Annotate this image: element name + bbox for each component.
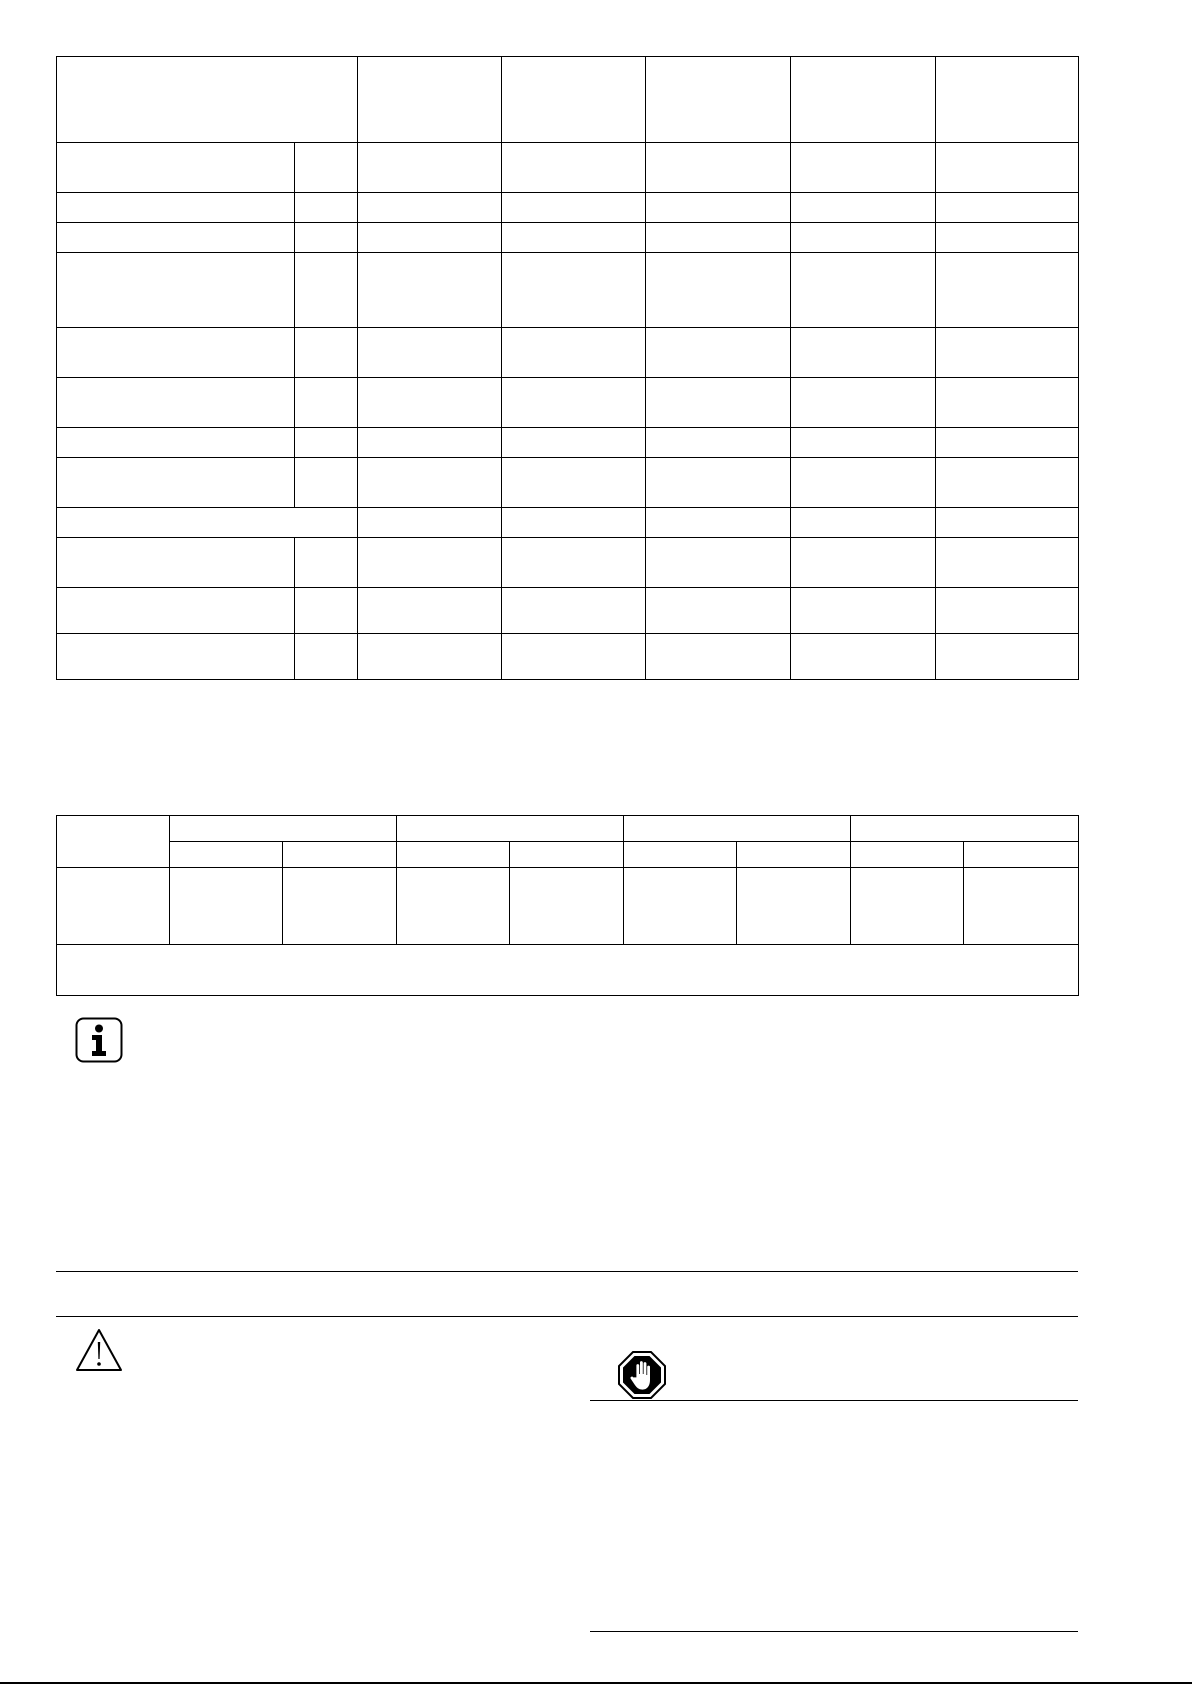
unit-cell [295, 378, 358, 428]
sub-header-cell [510, 842, 624, 868]
comparison-table [56, 815, 1079, 996]
unit-cell [295, 428, 358, 458]
table-cell [502, 588, 646, 634]
table-cell [502, 428, 646, 458]
table-cell [502, 508, 646, 538]
table-cell [791, 378, 936, 428]
header-cell [646, 57, 791, 143]
table-cell [936, 458, 1079, 508]
table-cell [358, 634, 502, 680]
table-row [57, 458, 1079, 508]
table-cell [964, 868, 1079, 945]
sub-header-cell [737, 842, 851, 868]
table-cell [57, 143, 295, 193]
table-cell [936, 328, 1079, 378]
table-cell [358, 223, 502, 253]
info-icon [75, 1017, 123, 1063]
header-cell [502, 57, 646, 143]
table-row [57, 253, 1079, 328]
table-cell [502, 378, 646, 428]
table-cell [358, 458, 502, 508]
row-header-cell [57, 816, 170, 868]
group-header-cell [624, 816, 851, 842]
table-row [57, 588, 1079, 634]
table-cell [358, 508, 502, 538]
sub-header-cell [851, 842, 964, 868]
table-header-row [57, 57, 1079, 143]
table-cell [502, 223, 646, 253]
unit-cell [295, 458, 358, 508]
table-cell [57, 634, 295, 680]
table-footnote-row [57, 945, 1079, 996]
table-cell [397, 868, 510, 945]
unit-cell [295, 143, 358, 193]
table-cell [358, 328, 502, 378]
group-header-cell [397, 816, 624, 842]
table-cell [646, 458, 791, 508]
specification-table [56, 56, 1079, 680]
table-row [57, 328, 1079, 378]
table-row [57, 428, 1079, 458]
table-cell [936, 538, 1079, 588]
section-divider [56, 1271, 1078, 1272]
page-bottom-rule [0, 1682, 1192, 1684]
table-cell [791, 328, 936, 378]
table-cell [646, 508, 791, 538]
unit-cell [295, 193, 358, 223]
table-cell [646, 143, 791, 193]
table-cell [646, 428, 791, 458]
table-cell [358, 253, 502, 328]
table-cell [791, 634, 936, 680]
table-cell [57, 223, 295, 253]
table-cell [791, 223, 936, 253]
header-cell [791, 57, 936, 143]
sub-header-cell [964, 842, 1079, 868]
unit-cell [295, 588, 358, 634]
table-cell [936, 428, 1079, 458]
table-cell [358, 588, 502, 634]
table-cell [791, 193, 936, 223]
table-row [57, 193, 1079, 223]
table-cell [57, 328, 295, 378]
table-cell [936, 253, 1079, 328]
section-divider [590, 1631, 1078, 1632]
table-cell [57, 193, 295, 223]
table-row [57, 223, 1079, 253]
table-cell [646, 253, 791, 328]
table-row [57, 538, 1079, 588]
section-divider [56, 1316, 1078, 1317]
table-cell [791, 588, 936, 634]
table-row [57, 143, 1079, 193]
header-cell [57, 57, 358, 143]
table-cell [936, 588, 1079, 634]
table-cell [791, 458, 936, 508]
table-cell [57, 458, 295, 508]
table-cell [646, 634, 791, 680]
table-cell [851, 868, 964, 945]
table-cell [502, 143, 646, 193]
table-cell [57, 588, 295, 634]
table-section-row [57, 508, 1079, 538]
table-cell [170, 868, 283, 945]
table-cell [358, 378, 502, 428]
table-cell [57, 538, 295, 588]
table-cell [936, 634, 1079, 680]
header-cell [358, 57, 502, 143]
table-row [57, 378, 1079, 428]
header-cell [936, 57, 1079, 143]
table-cell [358, 193, 502, 223]
section-cell [57, 508, 358, 538]
table-cell [791, 508, 936, 538]
stop-hand-icon [617, 1350, 667, 1400]
sub-header-cell [624, 842, 737, 868]
sub-header-cell [170, 842, 283, 868]
footnote-cell [57, 945, 1079, 996]
table-cell [936, 223, 1079, 253]
table-cell [646, 328, 791, 378]
section-divider [590, 1400, 1078, 1401]
table-cell [358, 143, 502, 193]
table-cell [502, 458, 646, 508]
table-cell [358, 428, 502, 458]
table-cell [646, 588, 791, 634]
table-row [57, 634, 1079, 680]
unit-cell [295, 538, 358, 588]
table-cell [737, 868, 851, 945]
unit-cell [295, 634, 358, 680]
sub-header-cell [397, 842, 510, 868]
table-cell [510, 868, 624, 945]
table-cell [791, 143, 936, 193]
sub-header-row [57, 842, 1079, 868]
table-cell [57, 428, 295, 458]
table-cell [936, 378, 1079, 428]
group-header-row [57, 816, 1079, 842]
table-cell [791, 538, 936, 588]
table-cell [646, 223, 791, 253]
unit-cell [295, 253, 358, 328]
table-cell [57, 253, 295, 328]
unit-cell [295, 328, 358, 378]
table-row [57, 868, 1079, 945]
table-cell [936, 508, 1079, 538]
table-cell [283, 868, 397, 945]
table-cell [358, 538, 502, 588]
row-label-cell [57, 868, 170, 945]
table-cell [502, 634, 646, 680]
sub-header-cell [283, 842, 397, 868]
table-cell [646, 378, 791, 428]
table-cell [502, 538, 646, 588]
table-cell [646, 193, 791, 223]
warning-triangle-icon [74, 1327, 124, 1373]
table-cell [502, 328, 646, 378]
table-cell [791, 253, 936, 328]
table-cell [57, 378, 295, 428]
unit-cell [295, 223, 358, 253]
table-cell [791, 428, 936, 458]
group-header-cell [851, 816, 1079, 842]
table-cell [502, 193, 646, 223]
table-cell [936, 143, 1079, 193]
table-cell [624, 868, 737, 945]
table-cell [936, 193, 1079, 223]
group-header-cell [170, 816, 397, 842]
table-cell [646, 538, 791, 588]
table-cell [502, 253, 646, 328]
